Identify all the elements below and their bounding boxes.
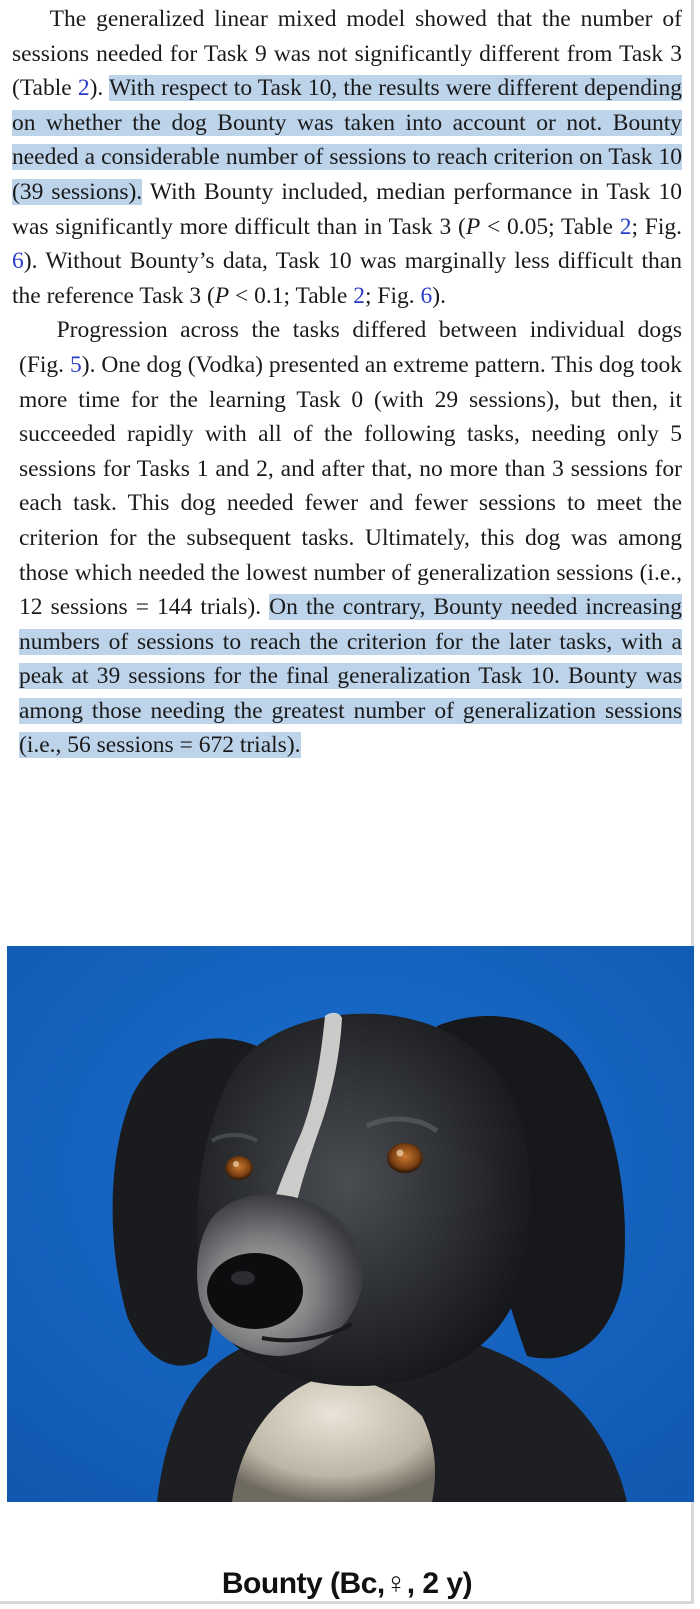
text-run: ; Fig. [364,282,421,309]
table-reference-link[interactable]: 2 [353,282,365,309]
highlighted-text: On the contrary, Bounty needed increasing numbers of sessions to reach the criterion for the later tasks, with a peak at 39 sessions for the final generalization Task 10. Bounty was among those needing the greatest number of generalization sessions (i.e., 56 sessions = 672 trials). [19,594,682,759]
figure-caption: Bounty (Bc,♀, 2 y) [221,1567,473,1600]
text-run: With Bounty included, median performance in Task 10 was significantly more difficult than in Task 3 ( [12,178,682,240]
figure-reference-link[interactable]: 6 [12,248,24,275]
text-run: < 0.1; Table [229,282,354,309]
text-run: Progression across the tasks differed between individual dogs (Fig. [19,317,682,378]
highlighted-text: With respect to Task 10, the results were different depending on whether the dog Bounty was taken into account or not. Bounty needed a considerable number of sessions to reach criterion on Task 10 (39 sessions). [12,75,682,205]
text-run: ). [432,282,446,309]
text-run: The generalized linear mixed model showed that the number of sessions needed for Task 9 was not significantly different from Task 3 (Table [12,6,682,102]
p-value-symbol: P [465,213,481,240]
body-text [12,2,682,763]
p-value-symbol: P [214,282,230,309]
paragraph-1 [12,2,682,313]
text-run: < 0.05; Table [480,213,620,240]
dog-photo [7,946,694,1502]
text-run: ). [89,75,109,102]
figure-reference-link[interactable]: 5 [70,351,82,378]
table-reference-link[interactable]: 2 [619,213,632,240]
paragraph-2 [12,313,682,763]
text-run: ; Fig. [631,213,682,240]
table-reference-link[interactable]: 2 [77,75,90,102]
text-run: ). One dog (Vodka) presented an extreme pattern. This dog took more time for the learning Task 0 (with 29 sessions), but then, it succeeded rapidly with all of the following tasks, needing only 5 sessions for Tasks 1 and 2, and after that, no more than 3 sessions for each task. This dog needed fewer and fewer sessions to meet the criterion for the subsequent tasks. Ultimately, this dog was among those which needed the lowest number of generalization sessions (i.e., 12 sessions = 144 trials). [19,351,682,621]
figure-reference-link[interactable]: 6 [420,282,433,309]
dog-portrait-illustration [7,946,694,1502]
text-run: ). Without Bounty’s data, Task 10 was marginally less difficult than the reference Task 3 ( [12,248,682,309]
